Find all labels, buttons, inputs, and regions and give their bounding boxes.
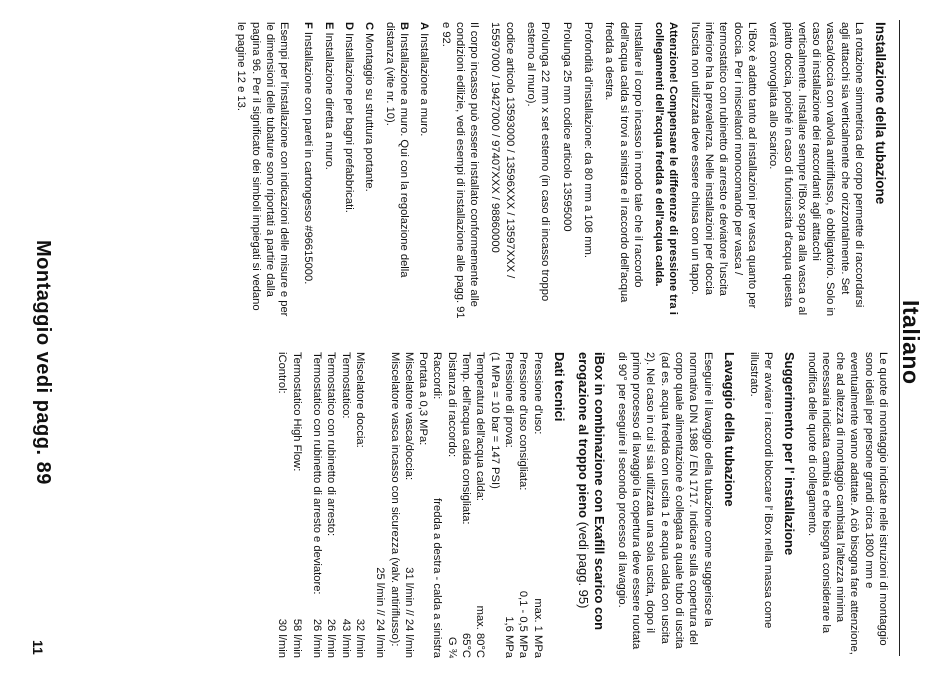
spec-row: Termostatico con rubinetto di arresto: 26 l/min	[325, 352, 338, 658]
spec-row: Temp. dell'acqua calda consigliata: 65°C	[460, 352, 473, 658]
section-title-suggerimento: Suggerimento per l' installazione	[782, 352, 798, 556]
spec-row: (1 MPa = 10 bar = 147 PSI)	[488, 352, 501, 489]
installation-options	[301, 22, 431, 322]
option-item: EInstallazione diretta a muro.	[322, 22, 335, 170]
language-title: Italiano	[898, 300, 924, 385]
paragraph: Il corpo incasso può essere installato conformemente alle condizioni edilizie, vedi esempi di installazione alle pagg. 91 e 92.	[439, 22, 481, 319]
spec-row: Pressione d'uso: max. 1 MPa	[531, 352, 544, 658]
paragraph: Per avviare i raccordi bloccare l' iBox nella massa come illustrato.	[747, 352, 775, 629]
section-title-lavaggio: Lavaggio della tubazione	[721, 352, 737, 507]
paragraph: Profondità d'installazione: da 80 mm a 108 mm.	[581, 22, 594, 258]
paragraph: La rotazione simmetrica del corpo permette di raccordarsi agli attacchi sia verticalmente che orizzontalmente. Set vasca/doccia con valvola antiriflusso, è obbligatorio. Solo in caso di installazione dei raccordanti agli attacchi verticalmente. Installare sempre l'iBox sopra alla vasca o al piatto doccia, poiché in caso di fuoriuscita d'acqua questa verrà convogliata allo scarico.	[767, 22, 865, 317]
spec-row: 25 l/min // 24 l/min	[374, 567, 387, 658]
spec-row: Miscelatore vasca/doccia: 31 l/min // 24 l/min	[402, 352, 415, 658]
paragraph: Prolunga 25 mm codice articolo 13595000	[560, 22, 573, 232]
spec-row: Termostatico High Flow: 58 l/min	[290, 352, 303, 658]
option-item: FInstallazione con pareti in cartongesso #96615000.	[302, 22, 315, 285]
spec-row: Pressione di prova: 1,6 MPa	[502, 352, 515, 658]
spec-row: Portata a 0,3 MPa:	[417, 352, 430, 446]
spec-row: Distanza di raccordo: G ¾	[445, 352, 458, 658]
paragraph: codice articolo 13593000 / 13596XXX / 13597XXX / 15597000 / 19427000 / 97407XXX / 98860000	[489, 22, 516, 279]
spec-row: Pressione d'uso consigliata: 0,1 - 0,5 MPa	[517, 352, 530, 658]
spec-row: iControl: 30 l/min	[276, 352, 289, 658]
paragraph: Eseguire il lavaggio della tubazione come suggerisce la normativa DIN 1988 / EN 1717. Indicare sulla copertura del corpo quale alimentazione è collegata a quale tubo di uscita (ad es. acqua fredda con uscita 1 e acqua calda con uscita 2). Nel caso in cui si sia utilizzata una sola uscita, dopo il primo processo di lavaggio la copertura deve essere ruotata di 90° per eseguire il secondo processo di lavaggio.	[615, 352, 714, 650]
paragraph: Prolunga 22 mm x set esterno (in caso di incasso troppo esterno al muro).	[525, 22, 552, 302]
right-column	[275, 352, 890, 658]
option-item: AInstallazione a muro.	[418, 22, 431, 137]
paragraph: Esempi per l'installazione con indicazioni delle misure e per le dimensioni delle tubature sono riportati a partire dalla pagina 96. Per il significato dei simboli impiegati si vedano le pagine 12 e 13.	[235, 22, 291, 317]
paragraph: Le quote di montaggio indicate nelle istruzioni di montaggio sono ideali per persone grandi circa 1800 mm e eventualmente vanno adattate. A ciò bisogna fare attenzione, che ad altezza di montaggio cambiata l'altezza minima necessaria indicata cambia e che bisogna considerare la modifica delle quote di collegamento.	[805, 352, 889, 655]
option-item: DInstallazione per bagni prefabbricati.	[343, 22, 356, 213]
section-title-dati-tecnici: Dati tecnici	[551, 352, 567, 422]
section-title-installazione: Installazione della tubazione	[873, 22, 888, 205]
warning-paragraph: Attenzione! Compensare le differenze di pressione tra i collegamenti dell'acqua fredda e dell'acqua calda.	[653, 22, 680, 315]
header-divider	[899, 20, 900, 656]
section-title-ibox-exafill: iBox in combinazione con Exafill scarico con erogazione al troppo pieno (vedi pagg. 95)	[575, 352, 607, 631]
spec-row: Termostatico: 43 l/min	[339, 352, 352, 658]
footer-title: Montaggio vedi pagg. 89	[32, 240, 54, 485]
spec-row: Miscelatore doccia: 32 l/min	[353, 352, 366, 658]
paragraph: Installare il corpo incasso in modo tale che il raccordo dell'acqua calda si trovi a sinistra e il raccordo dell'acqua fredda a destra.	[603, 22, 644, 303]
spec-row: Termostatico con rubinetto di arresto e deviatore: 26 l/min	[311, 352, 324, 658]
spec-row: Miscelatore vasca incasso con sicurezza (valv. antiriflusso):	[388, 352, 401, 647]
option-item: CMontaggio su struttura portante.	[363, 22, 376, 192]
paragraph: L'iBox è adatto tanto ad installazioni per vasca quanto per doccia. Per i miscelatori monocomando per vasca / termostatico con rubinetto di arresto e deviatore l'uscita inferiore ha la prevalenza. Nelle installazioni per doccia l'uscita non utilizzata deve essere chiusa con un tappo.	[688, 22, 758, 309]
spec-row: Raccordi: fredda a destra - calda a sinistra	[431, 352, 444, 658]
option-item: BInstallazione a muro. Qui con la regolazione della distanza (vite nr. 10).	[383, 22, 410, 278]
page-number: 11	[30, 640, 46, 655]
left-column	[227, 22, 890, 322]
spec-row: Temperatura dell'acqua calda: max. 80°C	[474, 352, 487, 658]
tech-spec-list	[275, 352, 544, 658]
